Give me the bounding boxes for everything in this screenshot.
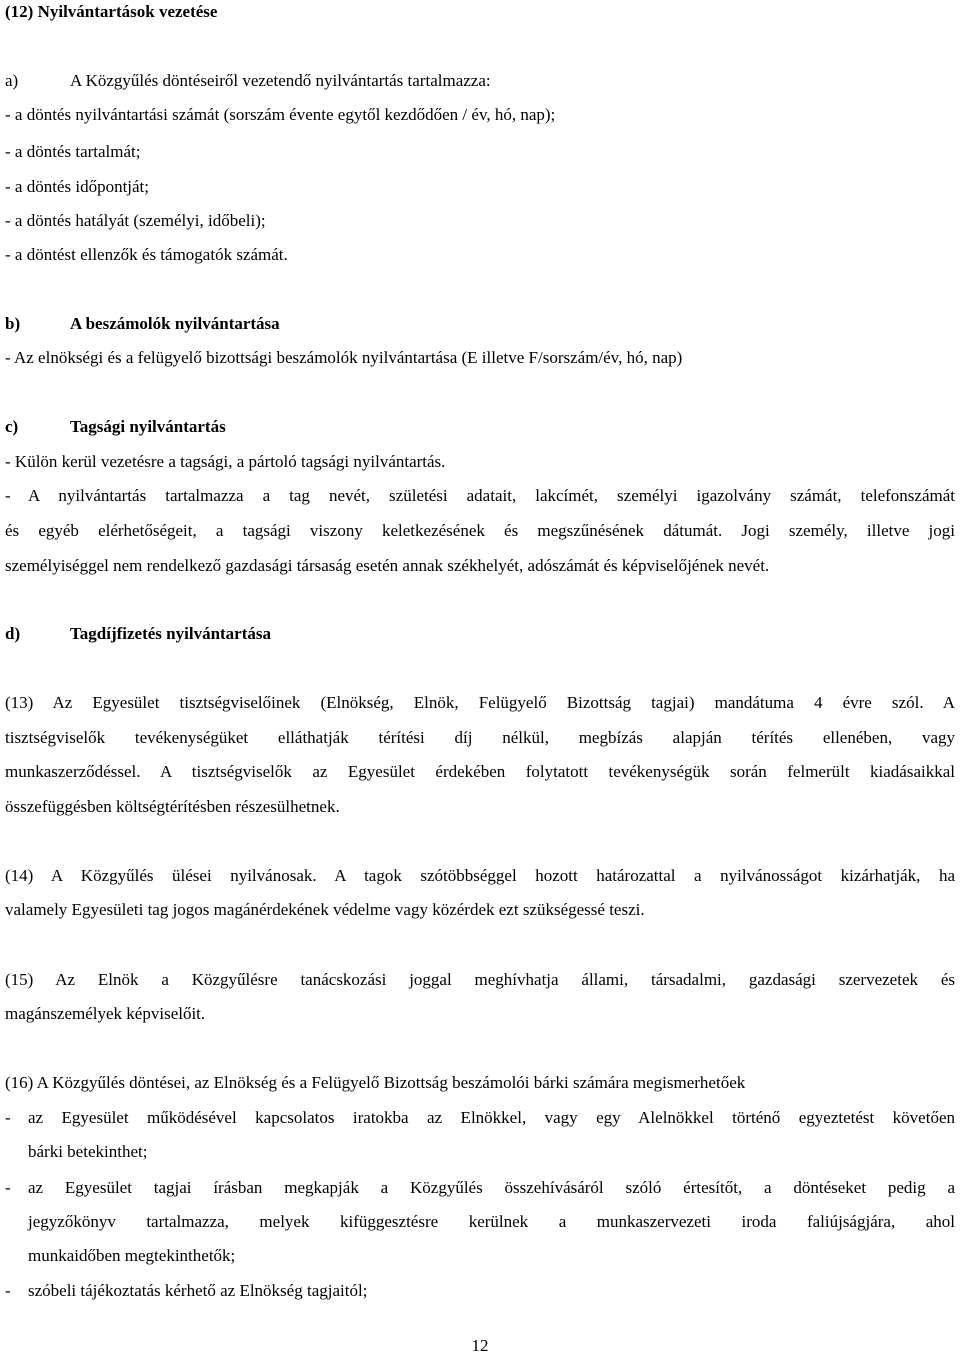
paragraph-14-line: valamely Egyesületi tag jogos magánérdekének védelme vagy közérdek ezt szükségessé teszi. <box>5 900 645 919</box>
section-b-letter: b) <box>5 314 21 333</box>
section-a-item: - a döntés nyilvántartási számát (sorszám évente egytől kezdődően / év, hó, nap); <box>5 105 556 124</box>
paragraph-14-line: (14) A Közgyűlés ülései nyilvánosak. A tagok szótöbbséggel hozott határozattal a nyilvánosságot kizárhatják, ha <box>5 866 955 885</box>
paragraph-16-dash: - <box>5 1281 11 1300</box>
section-a-item: - a döntést ellenzők és támogatók számát. <box>5 245 288 264</box>
section-a-item: - a döntés időpontját; <box>5 177 150 196</box>
section-d-title: Tagdíjfizetés nyilvántartása <box>70 624 272 643</box>
paragraph-16-item-line: az Egyesület tagjai írásban megkapják a Közgyűlés összehívásáról szóló értesítőt, a döntéseket pedig a <box>28 1178 955 1197</box>
section-a-item: - a döntés hatályát (személyi, időbeli); <box>5 211 266 230</box>
paragraph-13-line: munkaszerződéssel. A tisztségviselők az Egyesület érdekében folytatott tevékenységük során felmerült kiadásaikkal <box>5 762 955 781</box>
paragraph-16-title: (16) A Közgyűlés döntései, az Elnökség és a Felügyelő Bizottság beszámolói bárki számára megismerhetőek <box>5 1073 746 1092</box>
section-c-item: - Külön kerül vezetésre a tagsági, a pártoló tagsági nyilvántartás. <box>5 452 446 471</box>
paragraph-16-item-line: bárki betekinthet; <box>28 1142 148 1161</box>
section-c-item2-line: A nyilvántartás tartalmazza a tag nevét, születési adatait, lakcímét, személyi igazolvány számát, telefonszámát <box>28 486 955 505</box>
paragraph-15-line: magánszemélyek képviselőit. <box>5 1004 206 1023</box>
paragraph-13-line: (13) Az Egyesület tisztségviselőinek (Elnökség, Elnök, Felügyelő Bizottság tagjai) mandátuma 4 évre szól. A <box>5 693 955 712</box>
page-number: 12 <box>471 1336 489 1355</box>
section-c-letter: c) <box>5 417 19 436</box>
section-b-title: A beszámolók nyilvántartása <box>70 314 280 333</box>
paragraph-16-dash: - <box>5 1108 11 1127</box>
paragraph-16-item-line: szóbeli tájékoztatás kérhető az Elnökség tagjaitól; <box>28 1281 368 1300</box>
paragraph-16-item-line: az Egyesület működésével kapcsolatos iratokba az Elnökkel, vagy egy Alelnökkel történő egyeztetést követően <box>28 1108 955 1127</box>
paragraph-15-line: (15) Az Elnök a Közgyűlésre tanácskozási joggal meghívhatja állami, társadalmi, gazdasági szervezetek és <box>5 970 955 989</box>
section-b-item: - Az elnökségi és a felügyelő bizottsági beszámolók nyilvántartása (E illetve F/sorszám/év, hó, nap) <box>5 348 683 367</box>
paragraph-16-dash: - <box>5 1178 11 1197</box>
section-a-title: A Közgyűlés döntéseiről vezetendő nyilvántartás tartalmazza: <box>70 71 491 90</box>
section-a-item: - a döntés tartalmát; <box>5 142 141 161</box>
section-a-letter: a) <box>5 71 19 90</box>
section-c-title: Tagsági nyilvántartás <box>70 417 226 436</box>
section-c-item2-dash: - <box>5 486 11 505</box>
paragraph-16-item-line: munkaidőben megtekinthetők; <box>28 1246 236 1265</box>
paragraph-13-line: összefüggésben költségtérítésben részesülhetnek. <box>5 797 340 816</box>
section-heading-12: (12) Nyilvántartások vezetése <box>5 2 218 21</box>
section-c-item2-line: és egyéb elérhetőségeit, a tagsági viszony keletkezésének és megszűnésének dátumát. Jogi személy, illetve jogi <box>5 521 955 540</box>
paragraph-13-line: tisztségviselők tevékenységüket elláthatják térítési díj nélkül, megbízás alapján térítés ellenében, vagy <box>5 728 955 747</box>
section-d-letter: d) <box>5 624 21 643</box>
paragraph-16-item-line: jegyzőkönyv tartalmazza, melyek kifüggesztésre kerülnek a munkaszervezeti iroda faliújságjára, ahol <box>28 1212 955 1231</box>
section-c-item2-line: személyiséggel nem rendelkező gazdasági társaság esetén annak székhelyét, adószámát és képviselőjének nevét. <box>5 556 770 575</box>
